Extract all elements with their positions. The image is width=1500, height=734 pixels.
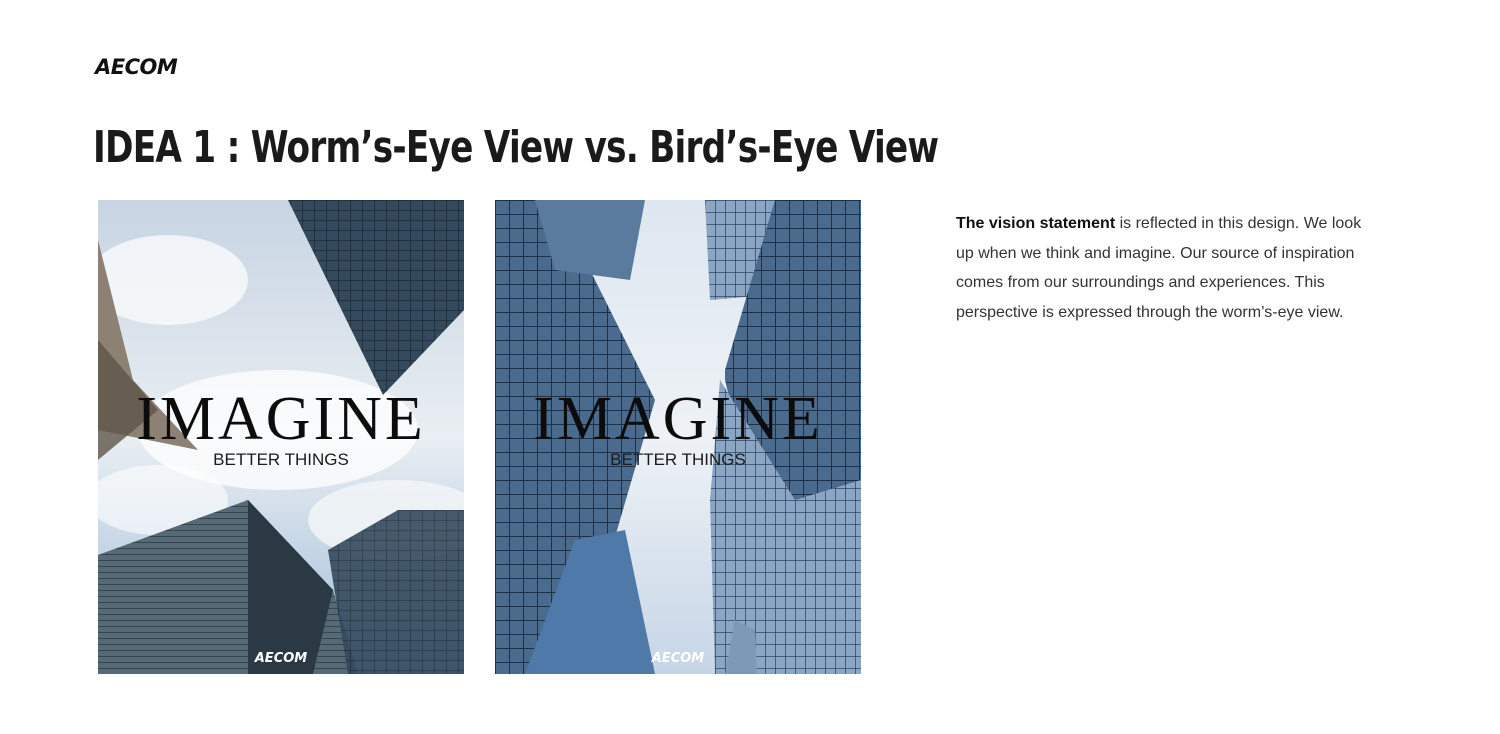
- poster-2-headline: IMAGINE: [533, 385, 823, 453]
- poster-2-subline: BETTER THINGS: [610, 450, 746, 469]
- page-title: IDEA 1 : Worm’s-Eye View vs. Bird’s-Eye View: [93, 122, 939, 173]
- poster-worms-eye: [98, 200, 464, 674]
- description-lead: The vision statement: [956, 215, 1116, 232]
- description-body: is reflected in this design. We look up when we think and imagine. Our source of inspiration comes from our surroundings and experiences. This perspective is expressed through the worm’s-eye view.: [956, 215, 1362, 321]
- poster-1-subline: BETTER THINGS: [213, 450, 349, 469]
- brand-logo: AECOM: [95, 55, 178, 79]
- poster-birds-eye: [495, 200, 861, 674]
- vision-description: [956, 209, 1366, 327]
- poster-2-logo: AECOM: [651, 651, 705, 666]
- poster-1-headline: IMAGINE: [136, 385, 426, 453]
- poster-1-logo: AECOM: [254, 651, 308, 666]
